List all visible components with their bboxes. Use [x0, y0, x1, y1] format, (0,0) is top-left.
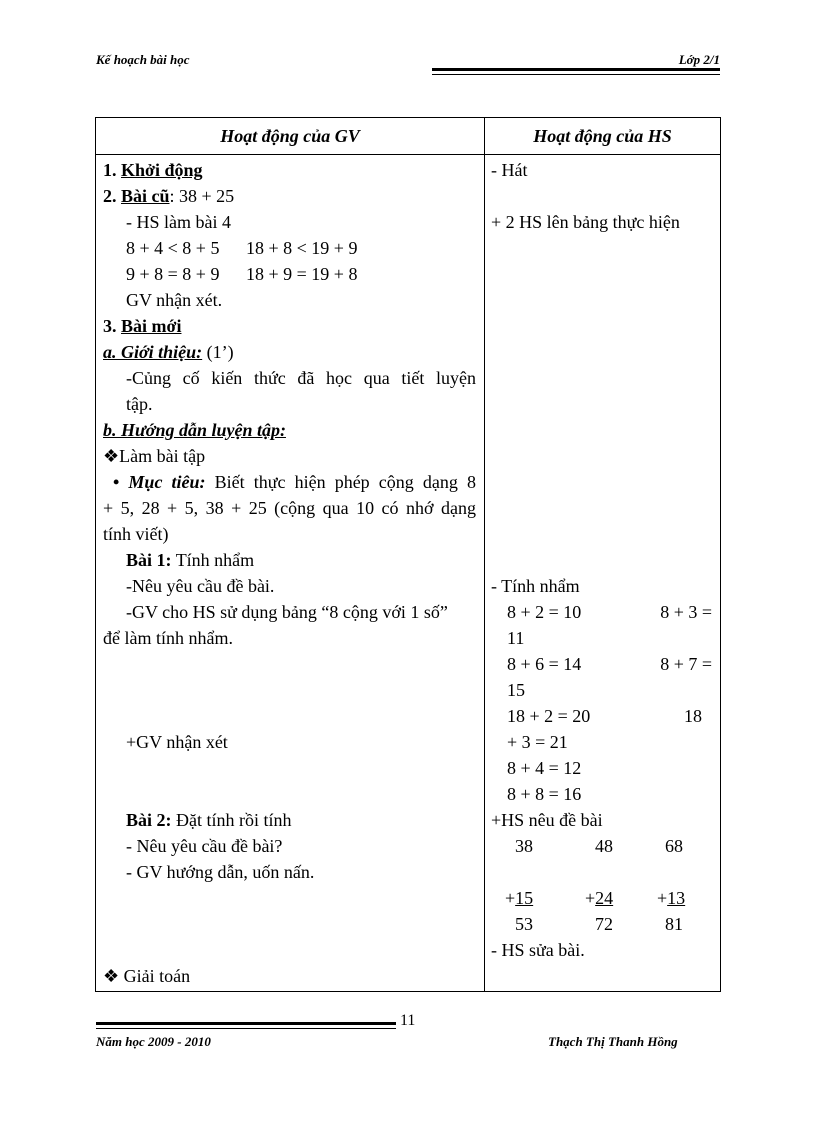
hs-line-8a: 18 + 2 = 20 [507, 706, 591, 726]
col-header-gv: Hoạt động của GV [96, 118, 485, 155]
hs-line-4a: 8 + 2 = 10 [507, 602, 582, 622]
hs-col3-result: 81 [665, 914, 683, 934]
hs-col3-top: 68 [665, 836, 683, 856]
lesson-table [95, 117, 721, 992]
gv-line-11: b. Hướng dẫn luyện tập: [103, 420, 286, 440]
gv-line-4b: 18 + 8 < 19 + 9 [246, 238, 358, 258]
gv-line-9: -Củng cố kiến thức đã học qua tiết luyện [126, 368, 476, 388]
gv-line-13: • Mục tiêu: Biết thực hiện phép cộng dạng 8 [113, 472, 476, 492]
gv-line-3: - HS làm bài 4 [126, 212, 231, 232]
hs-col1-top: 38 [515, 836, 533, 856]
page-number: 11 [400, 1012, 416, 1029]
hs-line-5: 11 [507, 628, 525, 648]
hs-col3-add: +13 [657, 888, 686, 908]
hs-line-3: - Tính nhẩm [491, 576, 580, 596]
gv-line-24: ❖ Giải toán [103, 966, 191, 986]
gv-line-21: Bài 2: Đặt tính rồi tính [126, 810, 292, 830]
hs-column [485, 155, 721, 992]
gv-line-22: - Nêu yêu cầu đề bài? [126, 836, 283, 856]
footer-left: Năm học 2009 - 2010 [96, 1034, 211, 1049]
hs-col1-add: +15 [505, 888, 534, 908]
hs-line-9: + 3 = 21 [507, 732, 568, 752]
hs-line-10: 8 + 4 = 12 [507, 758, 582, 778]
header-rule-thin [432, 74, 720, 75]
hs-line-6b: 8 + 7 = [660, 654, 712, 674]
gv-line-14: + 5, 28 + 5, 38 + 25 (cộng qua 10 có nhớ dạng [103, 498, 476, 518]
footer-rule [96, 1022, 396, 1025]
hs-line-11: 8 + 8 = 16 [507, 784, 582, 804]
gv-line-8: a. Giới thiệu: (1’) [103, 342, 234, 362]
hs-line-6a: 8 + 6 = 14 [507, 654, 582, 674]
hs-col2-result: 72 [595, 914, 613, 934]
gv-line-5a: 9 + 8 = 8 + 9 [126, 264, 220, 284]
gv-line-12: ❖Làm bài tập [103, 446, 206, 466]
gv-line-10: tập. [126, 394, 153, 414]
gv-column [96, 155, 485, 992]
gv-line-23: - GV hướng dẫn, uốn nấn. [126, 862, 315, 882]
gv-line-16: Bài 1: Tính nhẩm [126, 550, 255, 570]
hs-line-16: - HS sửa bài. [491, 940, 585, 960]
gv-line-20: +GV nhận xét [126, 732, 228, 752]
hs-line-1: - Hát [491, 160, 528, 180]
hs-line-7: 15 [507, 680, 525, 700]
gv-line-5b: 18 + 9 = 19 + 8 [246, 264, 358, 284]
hs-line-8b: 18 [684, 706, 702, 726]
gv-line-1: 1. Khởi động [103, 160, 203, 180]
hs-col2-add: +24 [585, 888, 614, 908]
footer-right: Thạch Thị Thanh Hồng [548, 1034, 678, 1049]
gv-line-15: tính viết) [103, 524, 169, 544]
hs-line-4b: 8 + 3 = [660, 602, 712, 622]
hs-line-12: +HS nêu đề bài [491, 810, 603, 830]
gv-line-6: GV nhận xét. [126, 290, 223, 310]
gv-line-4a: 8 + 4 < 8 + 5 [126, 238, 220, 258]
hs-col1-result: 53 [515, 914, 533, 934]
header-left: Kế hoạch bài học [96, 52, 190, 67]
gv-line-17: -Nêu yêu cầu đề bài. [126, 576, 275, 596]
gv-line-19: để làm tính nhẩm. [103, 628, 233, 648]
header-right: Lớp 2/1 [678, 52, 720, 67]
gv-line-7: 3. Bài mới [103, 316, 182, 336]
hs-col2-top: 48 [595, 836, 613, 856]
gv-line-18: -GV cho HS sử dụng bảng “8 cộng với 1 số” [126, 602, 448, 622]
footer-rule-thin [96, 1028, 396, 1029]
gv-line-2: 2. Bài cũ: 38 + 25 [103, 186, 235, 206]
hs-line-2: + 2 HS lên bảng thực hiện [491, 212, 680, 232]
col-header-hs: Hoạt động của HS [485, 118, 721, 155]
header-rule [432, 68, 720, 71]
